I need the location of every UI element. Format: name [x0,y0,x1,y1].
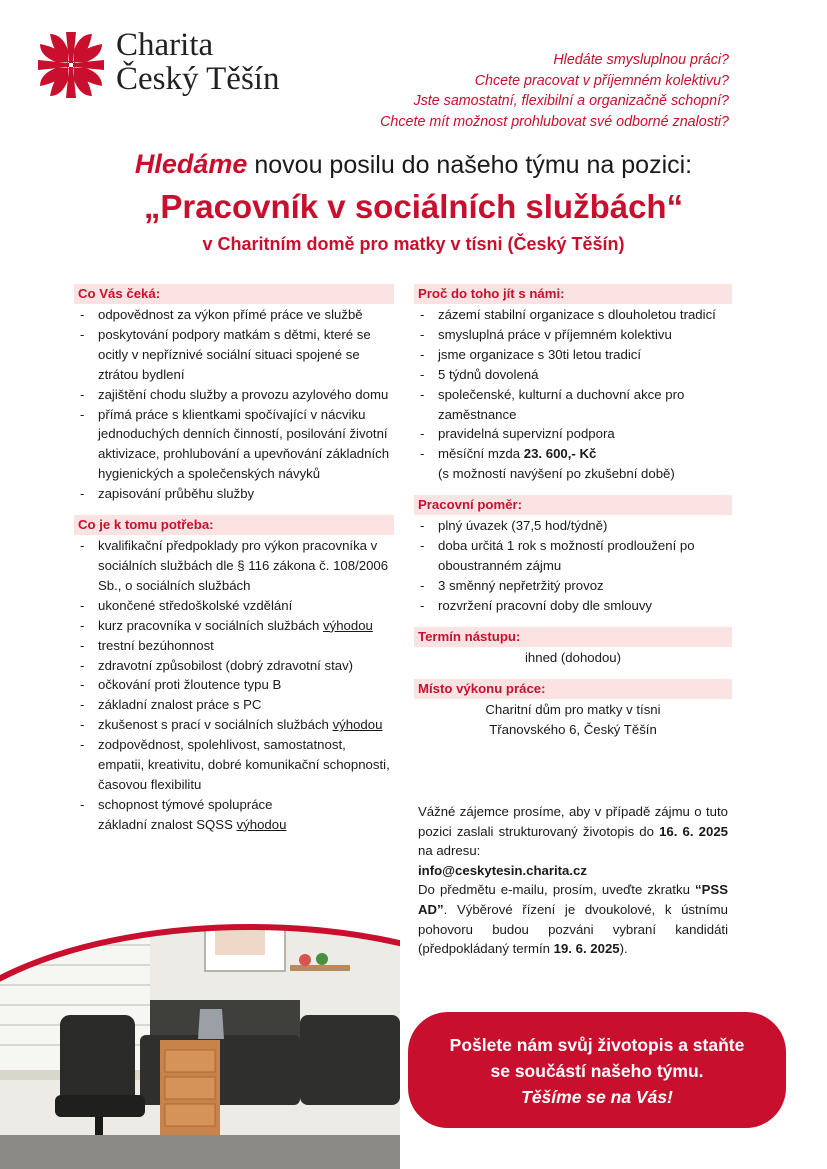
advantage-note: výhodou [323,617,373,633]
list-item [74,795,394,835]
hero-line [0,148,827,181]
list-item: - zajištění chodu služby a provozu azylového domu [74,385,394,405]
contact-text: Do předmětu e-mailu, prosím, uveďte zkratku [418,882,696,898]
list-item: - ukončené středoškolské vzdělání [74,596,394,616]
subject-code: “PSS AD” [418,882,728,917]
question-line: Chcete mít možnost prohlubovat své odborné znalosti? [380,113,729,130]
hero-rest: novou posilu do našeho týmu na pozici: [247,151,693,179]
list-item [74,616,394,636]
cta-line: Těšíme se na Vás! [521,1087,673,1107]
contact-text: na adresu: [418,843,481,859]
list-item: - trestní bezúhonnost [74,636,394,656]
office-photo [0,905,400,1169]
list-item: - zodpovědnost, spolehlivost, samostatnost, empatii, kreativitu, dobré komunikační schopnosti, časovou flexibilitu [74,735,394,795]
list-item: - odpovědnost za výkon přímé práce ve službě [74,305,394,325]
start-date: ihned (dohodou) [524,649,622,665]
org-name-line1: Charita [116,27,214,63]
salary-note: (s možností navýšení po zkušební době) [438,466,675,482]
question-line: Jste samostatní, flexibilní a organizačně schopní? [413,93,729,109]
contact-text: ). [619,941,628,957]
list-item: - zapisování průběhu služby [74,484,394,504]
list-item-text: zkušenost s prací v sociálních službách [98,717,333,733]
contact-text: Vážné zájemce prosíme, aby v případě zájmu o tuto pozici zaslali strukturovaný životopis do [418,804,728,839]
left-column [74,284,394,835]
org-name-line2: Český Těšín [116,61,280,97]
list-co-vas-ceka [74,305,394,504]
list-item-text: kurz pracovníka v sociálních službách [98,617,324,633]
sqss-note: základní znalost SQSS [98,816,237,832]
list-item-text: schopnost týmové spolupráce [98,796,273,812]
list-co-je-potreba [74,536,394,835]
list-item: - očkování proti žloutence typu B [74,675,394,695]
list-item: - smysluplná práce v příjemném kolektivu [414,325,732,345]
cta-line: se součástí našeho týmu. [490,1061,704,1081]
section-title-co-vas-ceka: Co Vás čeká: [74,284,394,304]
workplace-name: Charitní dům pro matky v tísni [485,701,661,717]
list-item: - základní znalost práce s PC [74,695,394,715]
list-item [414,444,732,484]
list-item: - pravidelná supervizní podpora [414,424,732,444]
list-item: - plný úvazek (37,5 hod/týdně) [414,516,732,536]
job-title: „Pracovník v sociálních službách“ [143,188,684,225]
hero-emphasis: Hledáme [134,149,248,179]
section-title-misto: Místo výkonu práce: [414,679,732,699]
list-item: - zázemí stabilní organizace s dlouholetou tradicí [414,305,732,325]
list-item: - kvalifikační předpoklady pro výkon pracovníka v sociálních službách dle § 116 zákona č. 108/2006 Sb., o sociálních službách [74,536,394,596]
advantage-note: výhodou [236,816,287,832]
question-line: Chcete pracovat v příjemném kolektivu? [474,72,729,89]
list-item: - rozvržení pracovní doby dle smlouvy [414,596,732,616]
intro-questions [380,50,729,132]
charita-cross-icon [36,30,106,100]
list-item: - jsme organizace s 30ti letou tradicí [414,345,732,365]
cta-line: Pošlete nám svůj životopis a staňte [449,1035,745,1055]
interview-date: 19. 6. 2025 [553,941,620,957]
list-proc [414,305,732,484]
right-column [414,284,732,739]
cta-banner [408,1012,786,1128]
advantage-note: výhodou [332,717,383,733]
section-title-nastup: Termín nástupu: [414,627,732,647]
list-item: - společenské, kulturní a duchovní akce pro zaměstnance [414,385,732,425]
section-title-proc: Proč do toho jít s námi: [414,284,732,304]
list-item: - 3 směnný nepřetržitý provoz [414,576,732,596]
salary-prefix: měsíční mzda [438,446,524,462]
salary-value: 23. 600,- Kč [523,446,597,462]
charita-logo [36,28,326,108]
list-item [74,715,394,735]
list-item: - přímá práce s klientkami spočívající v nácviku jednoduchých denních činností, posilování životní aktivizace, prohlubování a upevňování základních hygienických a společenských návyků [74,405,394,485]
contact-email[interactable]: info@ceskytesin.charita.cz [418,862,587,878]
job-place: v Charitním domě pro matky v tísni (Český Těšín) [202,234,625,254]
list-item: - 5 týdnů dovolená [414,365,732,385]
deadline-date: 16. 6. 2025 [659,823,728,839]
contact-paragraph [418,802,728,959]
section-title-pomer: Pracovní poměr: [414,495,732,515]
list-item: - zdravotní způsobilost (dobrý zdravotní stav) [74,656,394,676]
workplace-address: Třanovského 6, Český Těšín [489,721,657,737]
list-item: - doba určitá 1 rok s možností prodloužení po oboustranném zájmu [414,536,732,576]
contact-text: . Výběrové řízení je dvoukolové, k ústnímu pohovoru budou pozváni vybraní kandidáti (předpokládaný termín [418,901,728,957]
section-title-co-je-potreba: Co je k tomu potřeba: [74,515,394,535]
question-line: Hledáte smysluplnou práci? [553,52,729,68]
org-name [116,28,279,96]
list-item: - poskytování podpory matkám s dětmi, které se ocitly v nepříznivé sociální situaci spojené se ztrátou bydlení [74,325,394,385]
list-pomer [414,516,732,616]
